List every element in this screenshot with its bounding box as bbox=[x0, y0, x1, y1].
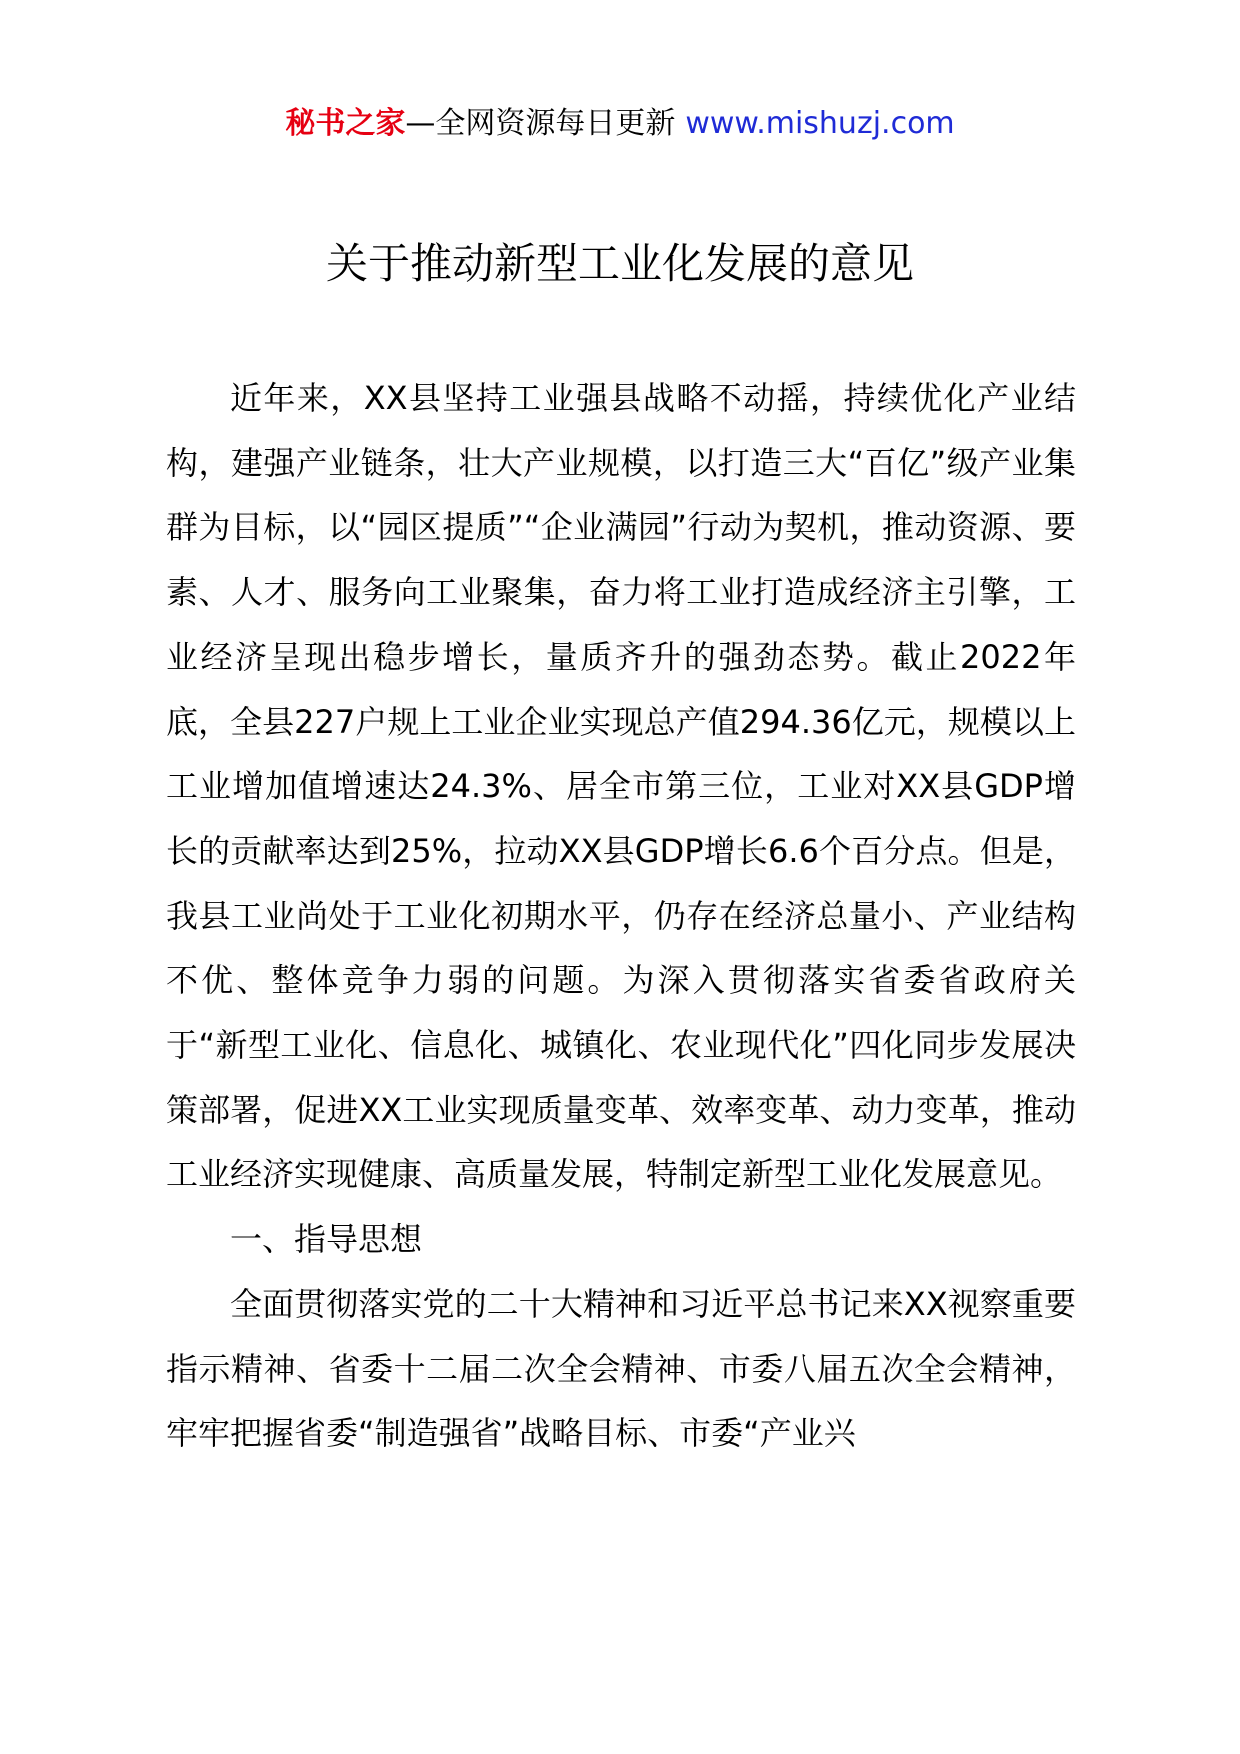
header-slogan: —全网资源每日更新 bbox=[405, 106, 676, 141]
paragraph-intro: 近年来，XX县坚持工业强县战略不动摇，持续优化产业结构，建强产业链条，壮大产业规模，以打造三大“百亿”级产业集群为目标，以“园区提质”“企业满园”行动为契机，推动资源、要素、人才、服务向工业聚集，奋力将工业打造成经济主引擎，工业经济呈现出稳步增长，量质齐升的强劲态势。截止2022年底，全县227户规上工业企业实现总产值294.36亿元，规模以上工业增加值增速达24.3%、居全市第三位，工业对XX县GDP增长的贡献率达到25%，拉动XX县GDP增长6.6个百分点。但是，我县工业尚处于工业化初期水平，仍存在经济总量小、产业结构不优、整体竞争力弱的问题。为深入贯彻落实省委省政府关于“新型工业化、信息化、城镇化、农业现代化”四化同步发展决策部署，促进XX工业实现质量变革、效率变革、动力变革，推动工业经济实现健康、高质量发展，特制定新型工业化发展意见。 bbox=[166, 379, 1076, 1194]
site-url-link[interactable]: www.mishuzj.com bbox=[685, 106, 955, 141]
document-body bbox=[166, 366, 1076, 1466]
site-header bbox=[0, 104, 1240, 144]
document-title: 关于推动新型工业化发展的意见 bbox=[325, 239, 914, 288]
paragraph-guiding-ideology: 全面贯彻落实党的二十大精神和习近平总书记来XX视察重要指示精神、省委十二届二次全会精神、市委八届五次全会精神，牢牢把握省委“制造强省”战略目标、市委“产业兴 bbox=[166, 1284, 1076, 1453]
section-heading-guiding-ideology: 一、指导思想 bbox=[230, 1220, 423, 1259]
brand-name: 秘书之家 bbox=[285, 106, 406, 141]
